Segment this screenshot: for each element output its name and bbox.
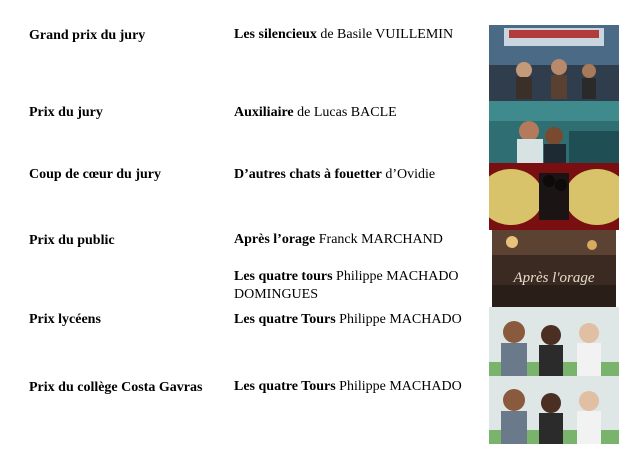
film-title: Les quatre Tours xyxy=(234,379,336,394)
dancers-silhouette-image xyxy=(489,163,619,230)
film-entry xyxy=(234,268,474,304)
film-title: Les quatre Tours xyxy=(234,312,336,327)
film-title: Les silencieux xyxy=(234,27,317,42)
film-entry xyxy=(234,231,474,249)
film-director: de Basile VUILLEMIN xyxy=(316,27,454,42)
award-prix-lyceens: Prix lycéens xyxy=(29,312,101,327)
film-entry xyxy=(234,311,474,329)
young-men-selfie-image xyxy=(489,307,619,376)
hospital-care-image xyxy=(489,101,619,163)
young-men-selfie-image xyxy=(489,376,619,444)
fishing-boat-crew-image xyxy=(489,25,619,101)
award-coup-de-coeur: Coup de cœur du jury xyxy=(29,167,161,182)
film-director: d’Ovidie xyxy=(381,167,436,182)
apres-lorage-poster-image xyxy=(492,230,616,307)
film-director: Franck MARCHAND xyxy=(315,232,443,247)
film-entry xyxy=(234,378,474,396)
film-title: Après l’orage xyxy=(234,232,316,247)
film-director: Philippe MACHADO xyxy=(335,312,462,327)
award-grand-prix-du-jury: Grand prix du jury xyxy=(29,28,146,43)
poster-title: Après l'orage xyxy=(513,270,595,286)
film-title: Les quatre tours xyxy=(234,269,333,284)
film-entry xyxy=(234,166,474,184)
film-title: Auxiliaire xyxy=(234,105,294,120)
film-director: Philippe MACHADO xyxy=(335,379,462,394)
film-title: D’autres chats à fouetter xyxy=(234,167,382,182)
award-prix-du-jury: Prix du jury xyxy=(29,105,103,120)
film-director: Philippe MACHADO DOMINGUES xyxy=(234,269,459,302)
award-prix-college-costa-gavras: Prix du collège Costa Gavras xyxy=(29,380,203,395)
film-entry xyxy=(234,26,474,44)
film-director: de Lucas BACLE xyxy=(293,105,397,120)
film-entry xyxy=(234,104,474,122)
award-prix-du-public: Prix du public xyxy=(29,233,115,248)
